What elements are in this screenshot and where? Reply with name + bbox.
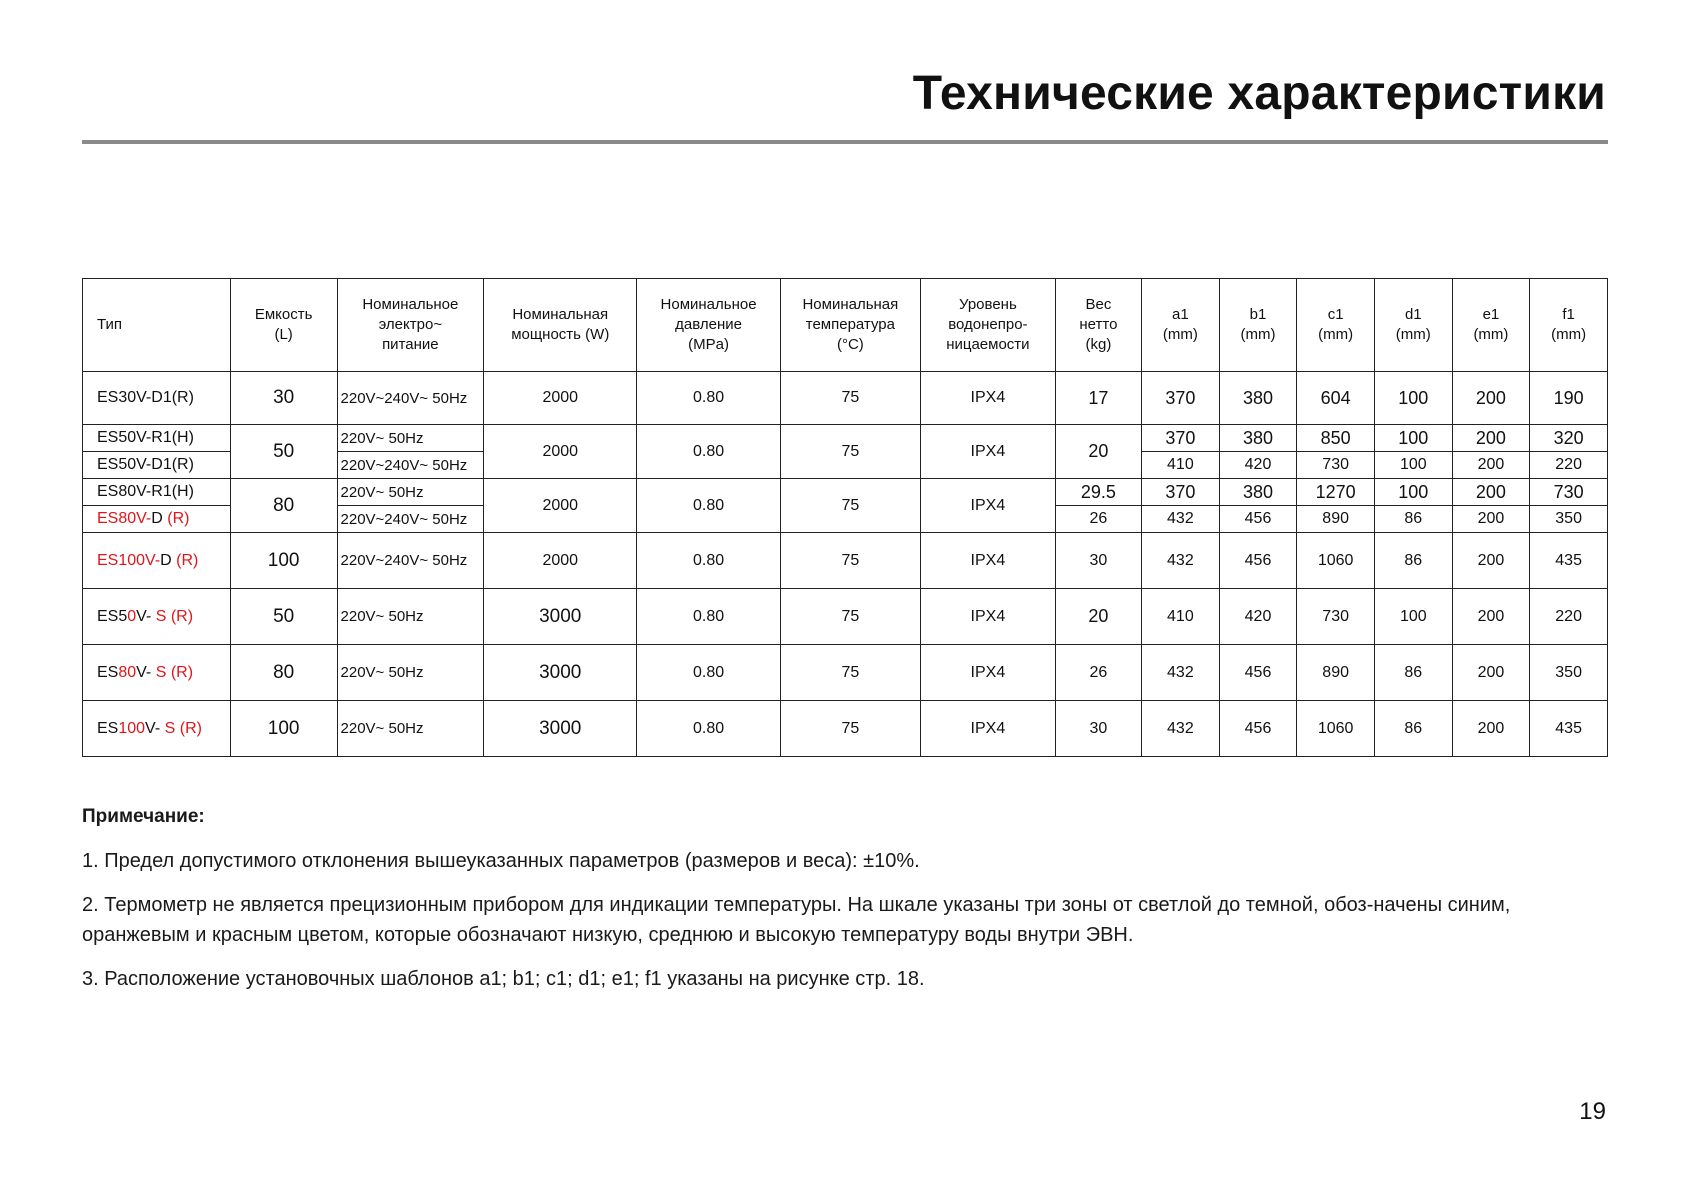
cell-d1: 100	[1374, 479, 1452, 506]
cell-capacity: 50	[230, 589, 337, 645]
cell-capacity: 80	[230, 479, 337, 533]
cell-capacity: 80	[230, 645, 337, 701]
cell-ip: IPX4	[920, 701, 1055, 757]
cell-c1: 890	[1297, 506, 1375, 533]
header-power: Номинальная мощность (W)	[484, 279, 637, 372]
cell-capacity: 100	[230, 533, 337, 589]
cell-e1: 200	[1452, 479, 1530, 506]
cell-capacity: 50	[230, 425, 337, 479]
cell-f1: 320	[1530, 425, 1608, 452]
note-item: 1. Предел допустимого отклонения вышеуказанных параметров (размеров и веса): ±10%.	[82, 850, 920, 872]
cell-capacity: 100	[230, 701, 337, 757]
table-row	[83, 701, 1608, 757]
cell-c1: 730	[1297, 452, 1375, 479]
cell-volt: 220V~240V~ 50Hz	[337, 452, 484, 479]
cell-c1: 1270	[1297, 479, 1375, 506]
cell-e1: 200	[1452, 425, 1530, 452]
cell-type: ES50V- S (R)	[83, 589, 231, 645]
cell-b1: 380	[1219, 479, 1297, 506]
cell-d1: 100	[1374, 425, 1452, 452]
header-a1: a1 (mm)	[1142, 279, 1220, 372]
cell-d1: 100	[1374, 372, 1452, 425]
cell-weight: 20	[1055, 589, 1141, 645]
cell-temp: 75	[780, 372, 920, 425]
cell-b1: 420	[1219, 589, 1297, 645]
cell-d1: 100	[1374, 589, 1452, 645]
cell-volt: 220V~ 50Hz	[337, 645, 484, 701]
cell-c1: 1060	[1297, 701, 1375, 757]
cell-volt: 220V~ 50Hz	[337, 701, 484, 757]
cell-weight: 29.5	[1055, 479, 1141, 506]
cell-e1: 200	[1452, 506, 1530, 533]
title-divider	[82, 140, 1608, 144]
header-type: Тип	[83, 279, 231, 372]
cell-b1: 456	[1219, 506, 1297, 533]
cell-c1: 890	[1297, 645, 1375, 701]
cell-f1: 350	[1530, 645, 1608, 701]
cell-a1: 410	[1142, 589, 1220, 645]
cell-power: 3000	[484, 589, 637, 645]
cell-d1: 86	[1374, 701, 1452, 757]
cell-d1: 86	[1374, 645, 1452, 701]
table-row	[83, 372, 1608, 425]
cell-e1: 200	[1452, 452, 1530, 479]
cell-c1: 604	[1297, 372, 1375, 425]
cell-d1: 100	[1374, 452, 1452, 479]
header-waterproof: Уровень водонепро- ницаемости	[920, 279, 1055, 372]
cell-volt: 220V~ 50Hz	[337, 589, 484, 645]
cell-e1: 200	[1452, 645, 1530, 701]
header-d1: d1 (mm)	[1374, 279, 1452, 372]
cell-c1: 850	[1297, 425, 1375, 452]
cell-type: ES80V- S (R)	[83, 645, 231, 701]
cell-volt: 220V~ 50Hz	[337, 425, 484, 452]
cell-pressure: 0.80	[637, 533, 780, 589]
notes-section	[82, 806, 1608, 1008]
table-row	[83, 425, 1608, 452]
cell-ip: IPX4	[920, 372, 1055, 425]
cell-c1: 1060	[1297, 533, 1375, 589]
note-item: 2. Термометр не является прецизионным прибором для индикации температуры. На шкале указаны три зоны от светлой до темной, обоз-начены синим, оранжевым и красным цветом, которые обозначают низкую, среднюю и высокую температуру воды внутри ЭВН.	[82, 894, 1511, 946]
cell-power: 2000	[484, 533, 637, 589]
cell-pressure: 0.80	[637, 372, 780, 425]
page-number: 19	[1579, 1098, 1606, 1125]
cell-b1: 456	[1219, 645, 1297, 701]
header-b1: b1 (mm)	[1219, 279, 1297, 372]
cell-pressure: 0.80	[637, 479, 780, 533]
cell-volt: 220V~240V~ 50Hz	[337, 506, 484, 533]
cell-pressure: 0.80	[637, 425, 780, 479]
cell-power: 2000	[484, 372, 637, 425]
cell-a1: 370	[1142, 425, 1220, 452]
cell-temp: 75	[780, 425, 920, 479]
page-title: Технические характеристики	[912, 67, 1606, 120]
header-c1: c1 (mm)	[1297, 279, 1375, 372]
cell-a1: 432	[1142, 645, 1220, 701]
cell-c1: 730	[1297, 589, 1375, 645]
cell-ip: IPX4	[920, 479, 1055, 533]
cell-pressure: 0.80	[637, 645, 780, 701]
cell-weight: 20	[1055, 425, 1141, 479]
cell-power: 3000	[484, 701, 637, 757]
cell-e1: 200	[1452, 589, 1530, 645]
cell-power: 2000	[484, 425, 637, 479]
cell-e1: 200	[1452, 372, 1530, 425]
cell-type: ES50V-D1(R)	[83, 452, 231, 479]
cell-a1: 410	[1142, 452, 1220, 479]
cell-pressure: 0.80	[637, 589, 780, 645]
notes-title: Примечание:	[82, 806, 205, 827]
cell-a1: 370	[1142, 372, 1220, 425]
cell-type: ES100V-D (R)	[83, 533, 231, 589]
cell-type: ES100V- S (R)	[83, 701, 231, 757]
cell-ip: IPX4	[920, 645, 1055, 701]
cell-pressure: 0.80	[637, 701, 780, 757]
cell-power: 2000	[484, 479, 637, 533]
cell-f1: 350	[1530, 506, 1608, 533]
cell-e1: 200	[1452, 533, 1530, 589]
header-power-supply: Номинальное электро~ питание	[337, 279, 484, 372]
cell-type: ES80V-D (R)	[83, 506, 231, 533]
cell-a1: 432	[1142, 533, 1220, 589]
cell-type: ES30V-D1(R)	[83, 372, 231, 425]
cell-f1: 220	[1530, 452, 1608, 479]
cell-ip: IPX4	[920, 589, 1055, 645]
cell-ip: IPX4	[920, 533, 1055, 589]
header-f1: f1 (mm)	[1530, 279, 1608, 372]
cell-weight: 26	[1055, 506, 1141, 533]
cell-temp: 75	[780, 533, 920, 589]
table-row	[83, 479, 1608, 506]
cell-b1: 420	[1219, 452, 1297, 479]
cell-a1: 432	[1142, 701, 1220, 757]
table-row	[83, 645, 1608, 701]
cell-f1: 435	[1530, 701, 1608, 757]
cell-temp: 75	[780, 589, 920, 645]
cell-b1: 380	[1219, 425, 1297, 452]
specifications-table	[82, 278, 1608, 757]
header-capacity: Емкость (L)	[230, 279, 337, 372]
cell-power: 3000	[484, 645, 637, 701]
cell-f1: 190	[1530, 372, 1608, 425]
cell-ip: IPX4	[920, 425, 1055, 479]
cell-d1: 86	[1374, 506, 1452, 533]
note-item: 3. Расположение установочных шаблонов a1; b1; c1; d1; e1; f1 указаны на рисунке стр. 18.	[82, 968, 925, 990]
cell-volt: 220V~240V~ 50Hz	[337, 533, 484, 589]
cell-a1: 370	[1142, 479, 1220, 506]
cell-type: ES80V-R1(H)	[83, 479, 231, 506]
cell-type: ES50V-R1(H)	[83, 425, 231, 452]
cell-b1: 456	[1219, 701, 1297, 757]
cell-f1: 730	[1530, 479, 1608, 506]
table-header-row	[83, 279, 1608, 372]
header-pressure: Номинальное давление (MPa)	[637, 279, 780, 372]
cell-volt: 220V~240V~ 50Hz	[337, 372, 484, 425]
cell-f1: 435	[1530, 533, 1608, 589]
cell-f1: 220	[1530, 589, 1608, 645]
cell-temp: 75	[780, 645, 920, 701]
cell-weight: 17	[1055, 372, 1141, 425]
cell-a1: 432	[1142, 506, 1220, 533]
table-row	[83, 533, 1608, 589]
cell-e1: 200	[1452, 701, 1530, 757]
cell-weight: 30	[1055, 701, 1141, 757]
cell-b1: 380	[1219, 372, 1297, 425]
cell-weight: 30	[1055, 533, 1141, 589]
table-row	[83, 589, 1608, 645]
header-temperature: Номинальная температура (°C)	[780, 279, 920, 372]
cell-temp: 75	[780, 701, 920, 757]
cell-weight: 26	[1055, 645, 1141, 701]
cell-capacity: 30	[230, 372, 337, 425]
cell-d1: 86	[1374, 533, 1452, 589]
cell-b1: 456	[1219, 533, 1297, 589]
header-weight: Вес нетто (kg)	[1055, 279, 1141, 372]
cell-temp: 75	[780, 479, 920, 533]
header-e1: e1 (mm)	[1452, 279, 1530, 372]
cell-volt: 220V~ 50Hz	[337, 479, 484, 506]
